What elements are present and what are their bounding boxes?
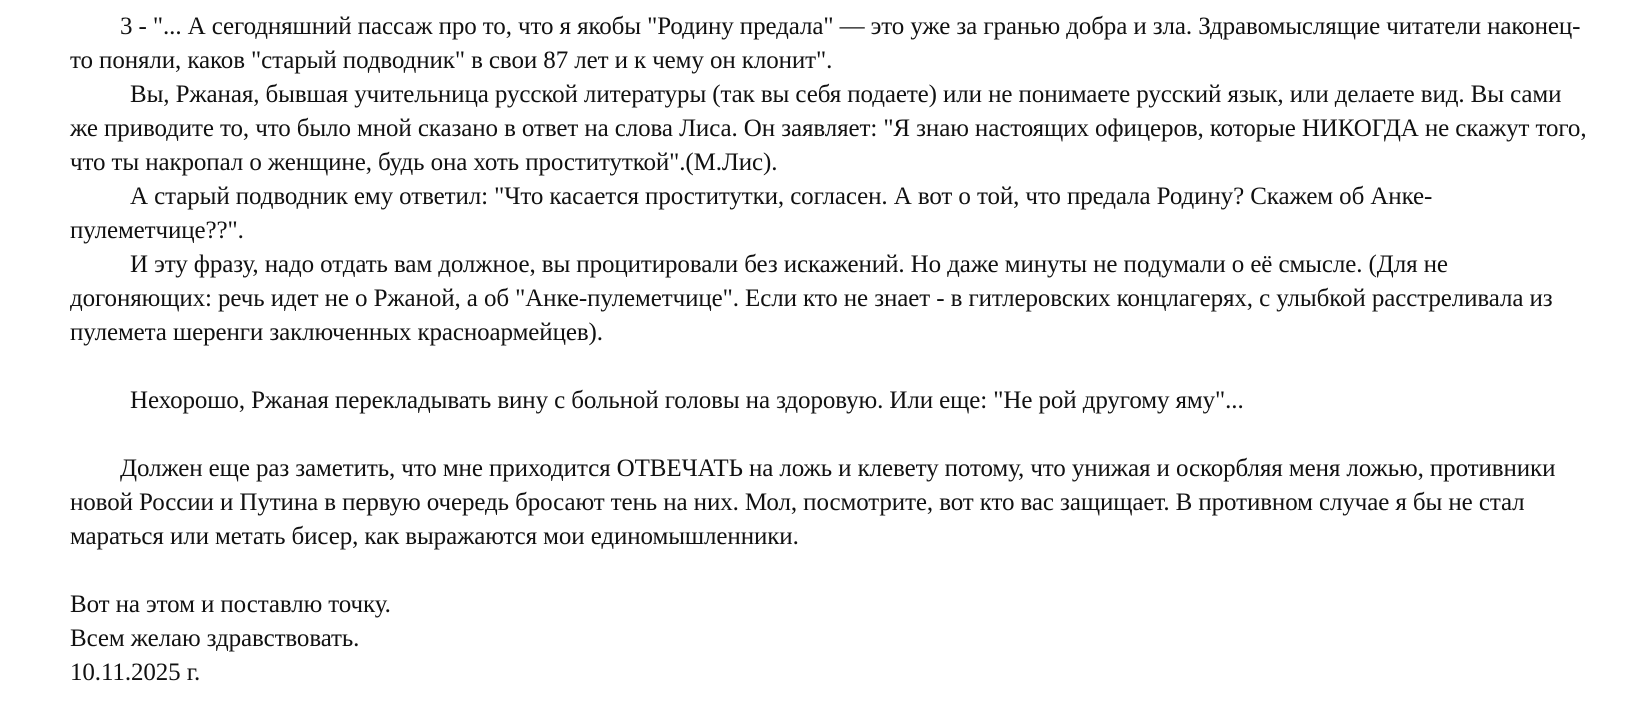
conclusion-paragraph: Должен еще раз заметить, что мне приходится ОТВЕЧАТЬ на ложь и клевету потому, что унижая и оскорбляя меня ложью, противники новой России и Путина в первую очередь бросают тень на них. Мол, посмотрите, вот кто вас защищает. В противном случае я бы не стал мараться или метать бисер, как выражаются мои единомышленники. xyxy=(70,455,1556,550)
paragraph-spacer xyxy=(70,418,1590,452)
answer-paragraph: А старый подводник ему ответил: "Что касается проститутки, согласен. А вот о той, что предала Родину? Скажем об Анке-пулеметчице??". xyxy=(70,183,1433,244)
closing-line: Вот на этом и поставлю точку. xyxy=(70,591,391,618)
quote-paragraph: 3 - "... А сегодняшний пассаж про то, что я якобы "Родину предала" — это уже за гранью добра и зла. Здравомыслящие читатели наконец-то поняли, каков "старый подводник" в свои 87 лет и к чему он клонит". xyxy=(70,13,1581,74)
paragraph-spacer xyxy=(70,350,1590,384)
document-date: 10.11.2025 г. xyxy=(70,659,201,686)
explanation-paragraph: И эту фразу, надо отдать вам должное, вы процитировали без искажений. Но даже минуты не подумали о её смысле. (Для не догоняющих: речь идет не о Ржаной, а об "Анке-пулеметчице". Если кто не знает - в гитлеровских концлагерях, с улыбкой расстреливала из пулемета шеренги заключенных красноармейцев). xyxy=(70,251,1553,346)
remark-paragraph: Нехорошо, Ржаная перекладывать вину с больной головы на здоровую. Или еще: "Не рой другому яму"... xyxy=(130,387,1244,414)
reply-paragraph: Вы, Ржаная, бывшая учительница русской литературы (так вы себя подаете) или не понимаете русский язык, или делаете вид. Вы сами же приводите то, что было мной сказано в ответ на слова Лиса. Он заявляет: "Я знаю настоящих офицеров, которые НИКОГДА не скажут того, что ты накропал о женщине, будь она хоть проституткой".(М.Лис). xyxy=(70,81,1587,176)
greeting-line: Всем желаю здравствовать. xyxy=(70,625,360,652)
document-page xyxy=(70,10,1590,690)
paragraph-spacer xyxy=(70,554,1590,588)
